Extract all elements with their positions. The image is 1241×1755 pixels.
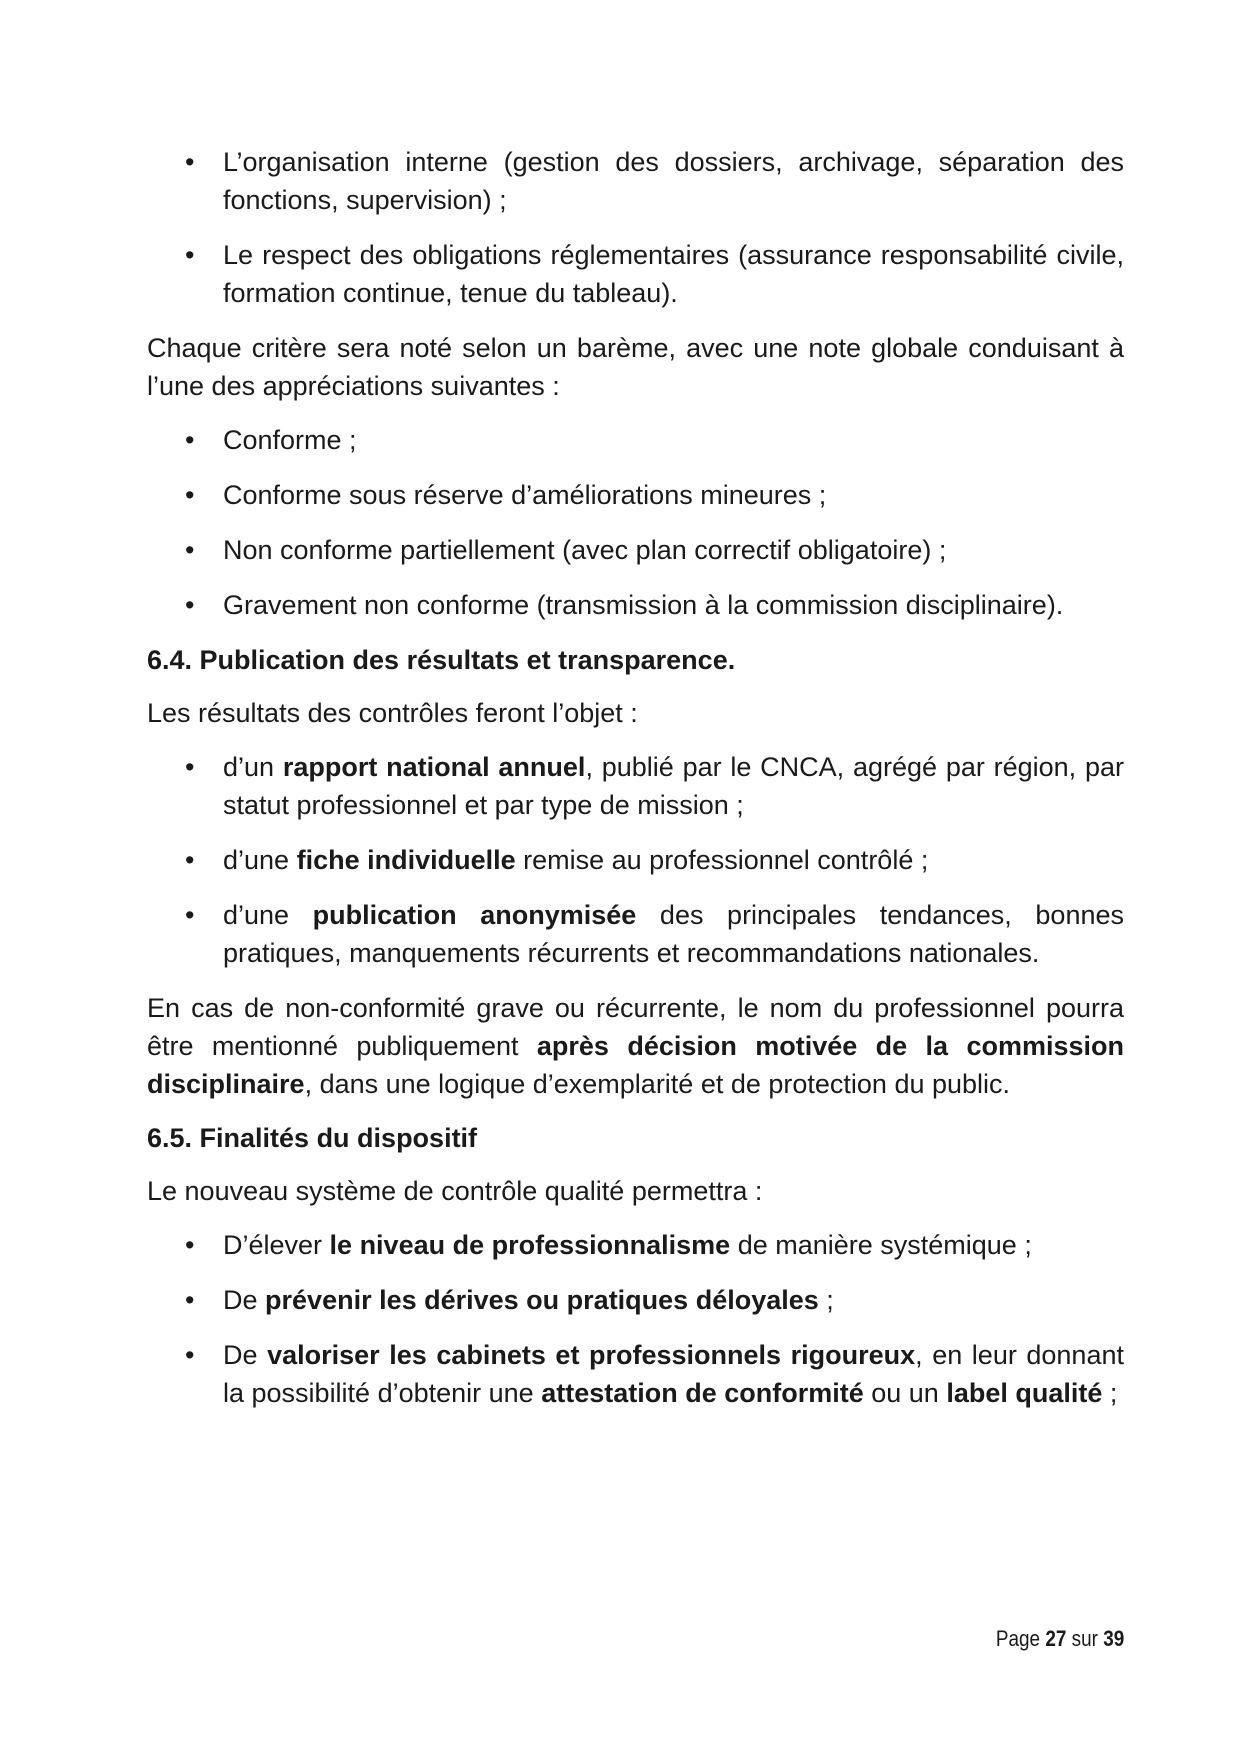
page-number: Page 27 sur 39 xyxy=(995,1626,1124,1651)
bullet-icon: • xyxy=(185,752,195,782)
bullet-icon: • xyxy=(185,1230,195,1260)
list-item: • d’une fiche individuelle remise au professionnel contrôlé ; xyxy=(147,841,1124,879)
bullet-icon: • xyxy=(185,1340,195,1370)
paragraph: Les résultats des contrôles feront l’objet : xyxy=(147,698,638,728)
list-item: • Gravement non conforme (transmission à la commission disciplinaire). xyxy=(147,586,1124,624)
list-item: • L’organisation interne (gestion des dossiers, archivage, séparation des fonctions, supervision) ; xyxy=(147,143,1124,219)
list-item: • De valoriser les cabinets et professionnels rigoureux, en leur donnant la possibilité d’obtenir une attestation de conformité ou un label qualité ; xyxy=(147,1336,1124,1412)
list-item: • Non conforme partiellement (avec plan correctif obligatoire) ; xyxy=(147,531,1124,569)
list-item: • De prévenir les dérives ou pratiques déloyales ; xyxy=(147,1281,1124,1319)
goals-list xyxy=(147,1226,1124,1412)
bullet-icon: • xyxy=(185,845,195,875)
criteria-list xyxy=(147,143,1124,312)
bullet-icon: • xyxy=(185,147,195,177)
bullet-icon: • xyxy=(185,480,195,510)
list-item: • Conforme sous réserve d’améliorations mineures ; xyxy=(147,476,1124,514)
paragraph: Chaque critère sera noté selon un barème, avec une note globale conduisant à l’une des appréciations suivantes : xyxy=(147,333,1124,401)
list-item: • D’élever le niveau de professionnalisme de manière systémique ; xyxy=(147,1226,1124,1264)
bullet-icon: • xyxy=(185,425,195,455)
section-heading: 6.4. Publication des résultats et transparence. xyxy=(147,645,736,675)
list-item: • d’un rapport national annuel, publié par le CNCA, agrégé par région, par statut professionnel et par type de mission ; xyxy=(147,748,1124,824)
list-item: • Conforme ; xyxy=(147,421,1124,459)
bullet-icon: • xyxy=(185,1285,195,1315)
list-item: • d’une publication anonymisée des principales tendances, bonnes pratiques, manquements récurrents et recommandations nationales. xyxy=(147,896,1124,972)
document-body xyxy=(147,143,1124,1429)
bullet-icon: • xyxy=(185,900,195,930)
list-item: • Le respect des obligations réglementaires (assurance responsabilité civile, formation continue, tenue du tableau). xyxy=(147,236,1124,312)
paragraph: Le nouveau système de contrôle qualité permettra : xyxy=(147,1176,763,1206)
ratings-list xyxy=(147,421,1124,624)
paragraph: En cas de non-conformité grave ou récurrente, le nom du professionnel pourra être mentionné publiquement après décision motivée de la commission disciplinaire, dans une logique d’exemplarité et de protection du public. xyxy=(147,993,1124,1099)
section-heading: 6.5. Finalités du dispositif xyxy=(147,1123,478,1153)
bullet-icon: • xyxy=(185,590,195,620)
publication-list xyxy=(147,748,1124,972)
bullet-icon: • xyxy=(185,240,195,270)
bullet-icon: • xyxy=(185,535,195,565)
